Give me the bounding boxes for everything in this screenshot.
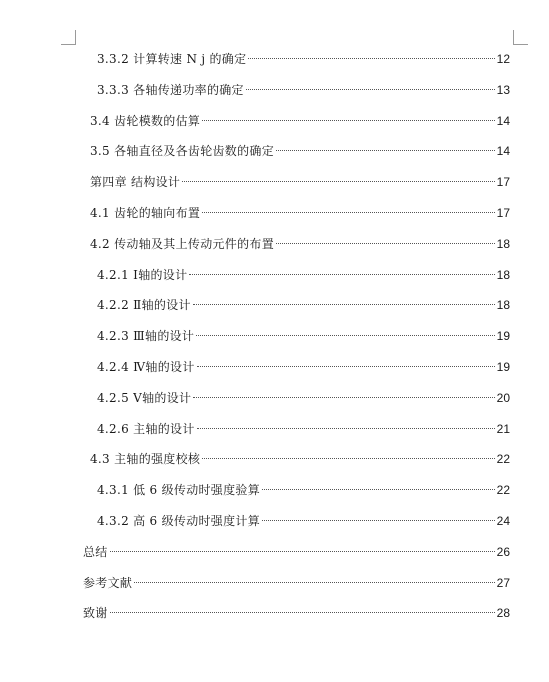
toc-dot-leader — [197, 366, 495, 367]
toc-entry-title: 参考文献 — [83, 576, 133, 590]
toc-entry[interactable] — [90, 203, 510, 223]
toc-entry-page: 18 — [496, 298, 510, 312]
toc-dot-leader — [134, 582, 494, 583]
toc-entry-page: 26 — [496, 545, 510, 559]
toc-entry-title: 3.4 齿轮模数的估算 — [90, 114, 201, 128]
toc-entry[interactable] — [97, 480, 510, 500]
toc-dot-leader — [246, 89, 495, 90]
toc-entry-page: 24 — [496, 514, 510, 528]
toc-entry[interactable] — [83, 573, 510, 593]
toc-dot-leader — [202, 120, 494, 121]
toc-entry-title: 4.3 主轴的强度校核 — [90, 452, 201, 466]
toc-entry-page: 14 — [496, 144, 510, 158]
toc-entry-page: 19 — [496, 360, 510, 374]
toc-entry-title: 3.5 各轴直径及各齿轮齿数的确定 — [90, 144, 274, 158]
toc-entry-page: 13 — [496, 83, 510, 97]
toc-entry-title: 总结 — [83, 545, 108, 559]
toc-entry-page: 22 — [496, 452, 510, 466]
toc-entry[interactable] — [97, 419, 510, 439]
page-corner-mark-top-left — [61, 30, 76, 45]
toc-entry-page: 20 — [496, 391, 510, 405]
toc-dot-leader — [110, 612, 495, 613]
toc-entry[interactable] — [90, 449, 510, 469]
toc-entry-title: 4.2.2 Ⅱ轴的设计 — [97, 298, 191, 312]
toc-entry-title: 4.2.5 Ⅴ轴的设计 — [97, 391, 192, 405]
toc-entry[interactable] — [83, 603, 510, 623]
toc-entry-page: 18 — [496, 237, 510, 251]
toc-entry[interactable] — [90, 111, 510, 131]
toc-dot-leader — [248, 58, 494, 59]
toc-dot-leader — [193, 397, 494, 398]
toc-dot-leader — [202, 212, 494, 213]
toc-entry-title: 4.3.1 低 6 级传动时强度验算 — [97, 483, 261, 497]
toc-entry-page: 28 — [496, 606, 510, 620]
toc-entry[interactable] — [97, 388, 510, 408]
toc-entry-page: 14 — [496, 114, 510, 128]
toc-dot-leader — [182, 181, 494, 182]
toc-entry-page: 22 — [496, 483, 510, 497]
toc-dot-leader — [193, 304, 495, 305]
toc-entry[interactable] — [97, 295, 510, 315]
toc-entry-title: 4.2.6 主轴的设计 — [97, 422, 195, 436]
toc-entry-page: 17 — [496, 206, 510, 220]
toc-dot-leader — [276, 243, 495, 244]
toc-dot-leader — [189, 274, 494, 275]
toc-dot-leader — [262, 489, 495, 490]
toc-entry[interactable] — [97, 265, 510, 285]
toc-entry[interactable] — [97, 80, 510, 100]
toc-entry[interactable] — [83, 542, 510, 562]
toc-dot-leader — [276, 150, 495, 151]
toc-entry-title: 第四章 结构设计 — [90, 175, 181, 189]
toc-entry-page: 12 — [496, 52, 510, 66]
toc-dot-leader — [202, 458, 494, 459]
toc-entry-page: 21 — [496, 422, 510, 436]
toc-entry-page: 18 — [496, 268, 510, 282]
toc-dot-leader — [262, 520, 495, 521]
toc-entry[interactable] — [90, 172, 510, 192]
page-corner-mark-top-right — [513, 30, 528, 45]
toc-entry-title: 4.1 齿轮的轴向布置 — [90, 206, 201, 220]
toc-entry-title: 4.2 传动轴及其上传动元件的布置 — [90, 237, 274, 251]
toc-entry-page: 27 — [496, 576, 510, 590]
toc-entry-title: 4.2.4 Ⅳ轴的设计 — [97, 360, 195, 374]
toc-dot-leader — [197, 428, 495, 429]
toc-entry-title: 致谢 — [83, 606, 108, 620]
toc-entry-title: 4.3.2 高 6 级传动时强度计算 — [97, 514, 261, 528]
toc-entry-page: 19 — [496, 329, 510, 343]
toc-entry[interactable] — [97, 357, 510, 377]
toc-dot-leader — [196, 335, 494, 336]
toc-entry[interactable] — [97, 49, 510, 69]
toc-entry-title: 4.2.3 Ⅲ轴的设计 — [97, 329, 195, 343]
toc-entry[interactable] — [90, 234, 510, 254]
toc-entry-title: 3.3.3 各轴传递功率的确定 — [97, 83, 244, 97]
toc-entry-title: 4.2.1 Ⅰ轴的设计 — [97, 268, 188, 282]
toc-dot-leader — [110, 551, 495, 552]
toc-entry-title: 3.3.2 计算转速 N j 的确定 — [97, 52, 247, 66]
toc-entry-page: 17 — [496, 175, 510, 189]
toc-entry[interactable] — [90, 141, 510, 161]
toc-entry[interactable] — [97, 326, 510, 346]
toc-entry[interactable] — [97, 511, 510, 531]
